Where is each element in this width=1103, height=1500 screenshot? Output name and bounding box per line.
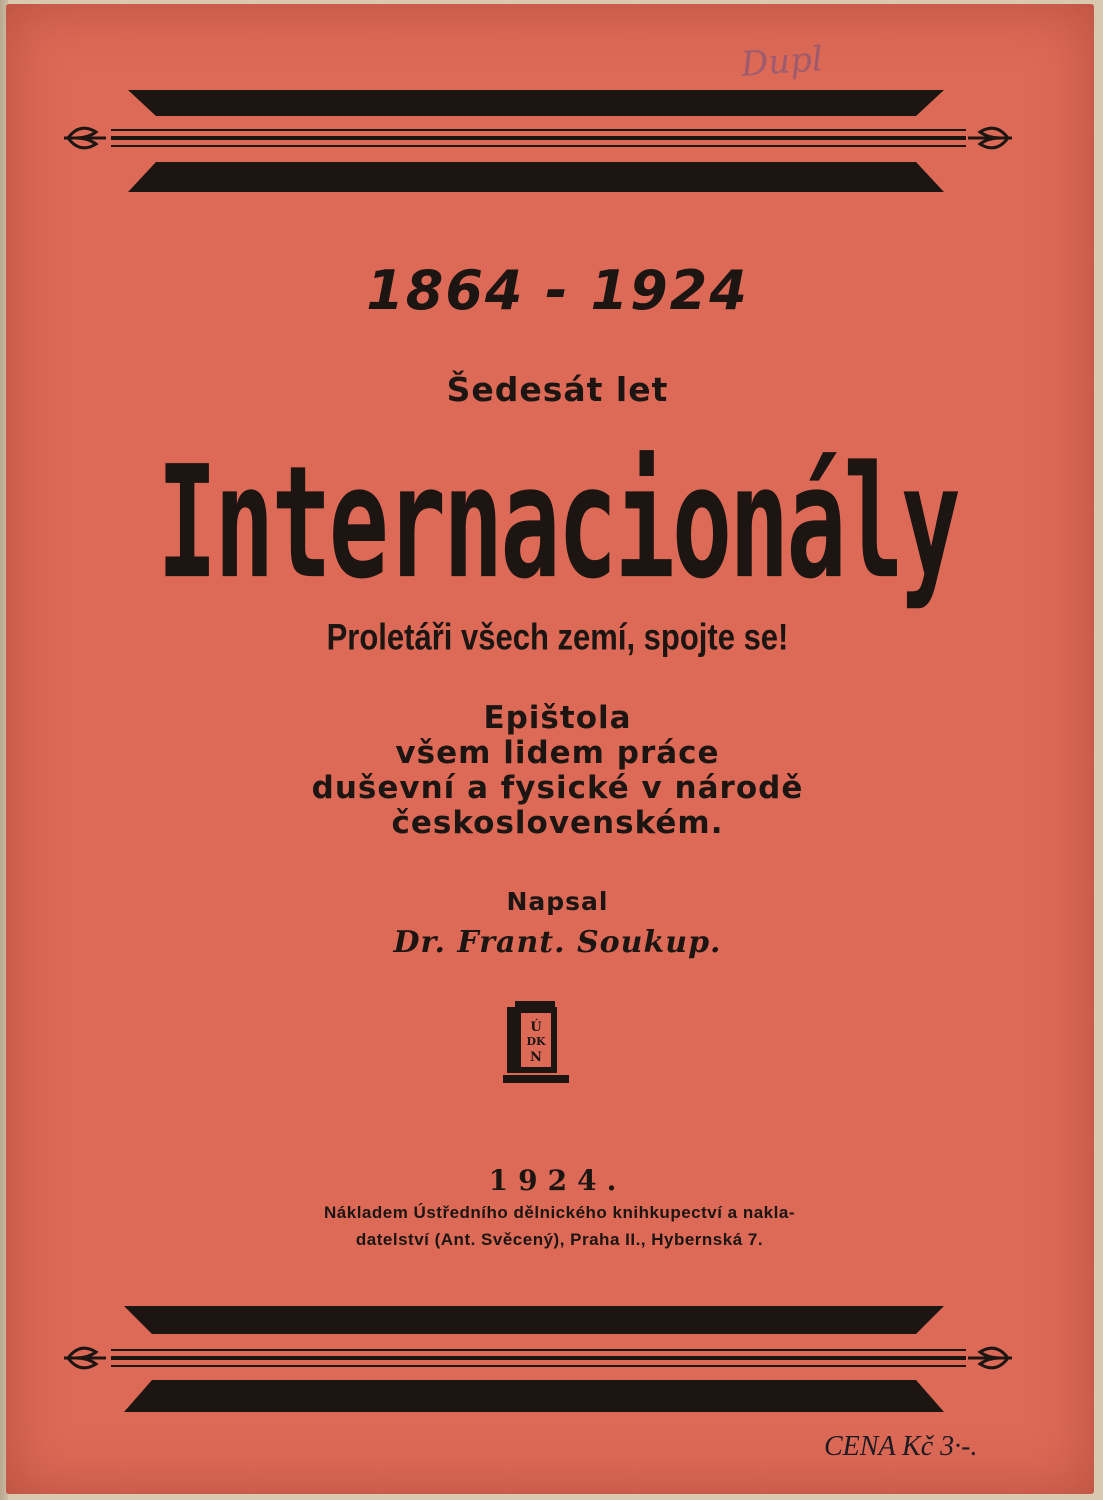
epistle-line-3: duševní a fysické v národě: [311, 770, 804, 806]
epistle-line-1: Epištola: [483, 700, 632, 736]
main-title: Internacionály: [157, 432, 958, 614]
publisher-logo-icon: [501, 999, 571, 1087]
epistle-line-4: československém.: [391, 805, 724, 841]
left-flourish-icon: [64, 128, 106, 148]
book-cover: [6, 4, 1094, 1494]
top-ornament: [6, 88, 1103, 208]
publication-year: 1924.: [488, 1164, 627, 1197]
slogan: Proletáři všech zemí, spojte se!: [326, 616, 789, 658]
left-flourish-icon: [64, 1348, 106, 1368]
years-heading: 1864 - 1924: [366, 259, 749, 322]
epistle-line-2: všem lidem práce: [395, 735, 720, 771]
svg-text:DK: DK: [526, 1035, 546, 1048]
bottom-ornament: [6, 1304, 1103, 1416]
right-flourish-icon: [968, 1348, 1012, 1368]
svg-text:Ú: Ú: [530, 1020, 542, 1035]
imprint-line-2: datelství (Ant. Svěcený), Praha II., Hybernská 7.: [355, 1230, 764, 1249]
svg-text:N: N: [530, 1050, 542, 1065]
right-flourish-icon: [968, 128, 1012, 148]
price-label: CENA Kč 3·-.: [824, 1431, 978, 1462]
imprint-line-1: Nákladem Ústředního dělnického knihkupectví a nakla-: [324, 1203, 795, 1222]
subtitle: Šedesát let: [446, 370, 669, 409]
written-by-label: Napsal: [506, 887, 609, 916]
handwritten-note: Dupl: [739, 39, 825, 85]
author-name: Dr. Frant. Soukup.: [393, 925, 722, 960]
